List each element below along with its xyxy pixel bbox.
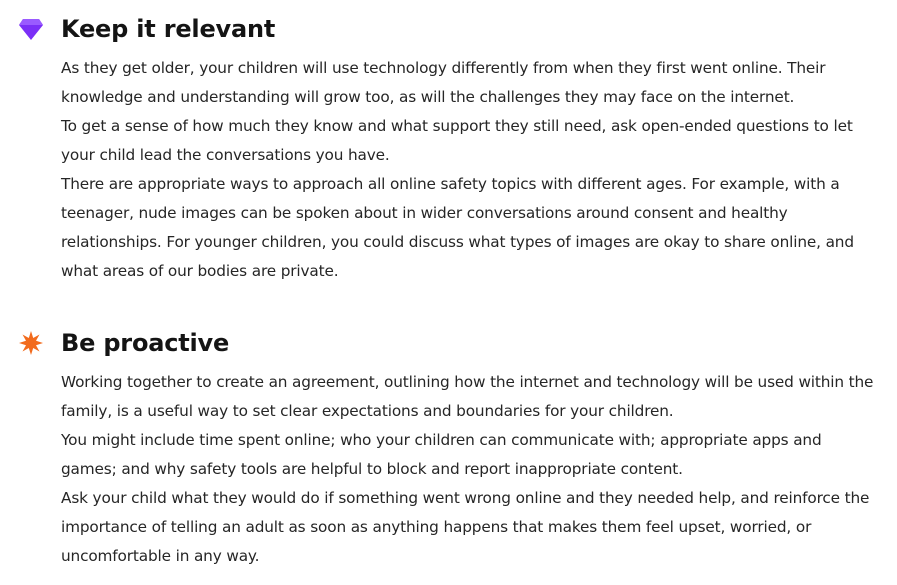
paragraph: Working together to create an agreement, outlining how the internet and technology will be used within the family, is a useful way to set clear expectations and boundaries for your children. bbox=[61, 373, 874, 420]
paragraph: There are appropriate ways to approach all online safety topics with different ages. For example, with a teenager, nude images can be spoken about in wider conversations around consent and healthy relationships. For younger children, you could discuss what types of images are okay to share online, and what areas of our bodies are private. bbox=[61, 175, 854, 280]
section-body bbox=[61, 54, 881, 286]
paragraph: To get a sense of how much they know and what support they still need, ask open-ended questions to let your child lead the conversations you have. bbox=[61, 117, 853, 164]
paragraph: Ask your child what they would do if something went wrong online and they needed help, and reinforce the importance of telling an adult as soon as anything happens that makes them feel upset, worried, or uncomfortable in any way. bbox=[61, 489, 870, 565]
paragraph: You might include time spent online; who your children can communicate with; appropriate apps and games; and why safety tools are helpful to block and report inappropriate content. bbox=[61, 431, 822, 478]
starburst-icon bbox=[18, 330, 44, 356]
gem-icon bbox=[18, 16, 44, 42]
section-title: Be proactive bbox=[61, 329, 230, 357]
section-keep-it-relevant bbox=[0, 10, 897, 280]
section-heading-row bbox=[0, 324, 897, 362]
section-be-proactive bbox=[0, 324, 897, 565]
section-body bbox=[61, 368, 881, 571]
section-title: Keep it relevant bbox=[61, 15, 276, 43]
section-heading-row bbox=[0, 10, 897, 48]
paragraph: As they get older, your children will use technology differently from when they first went online. Their knowledge and understanding will grow too, as will the challenges they may face on the internet. bbox=[61, 59, 826, 106]
